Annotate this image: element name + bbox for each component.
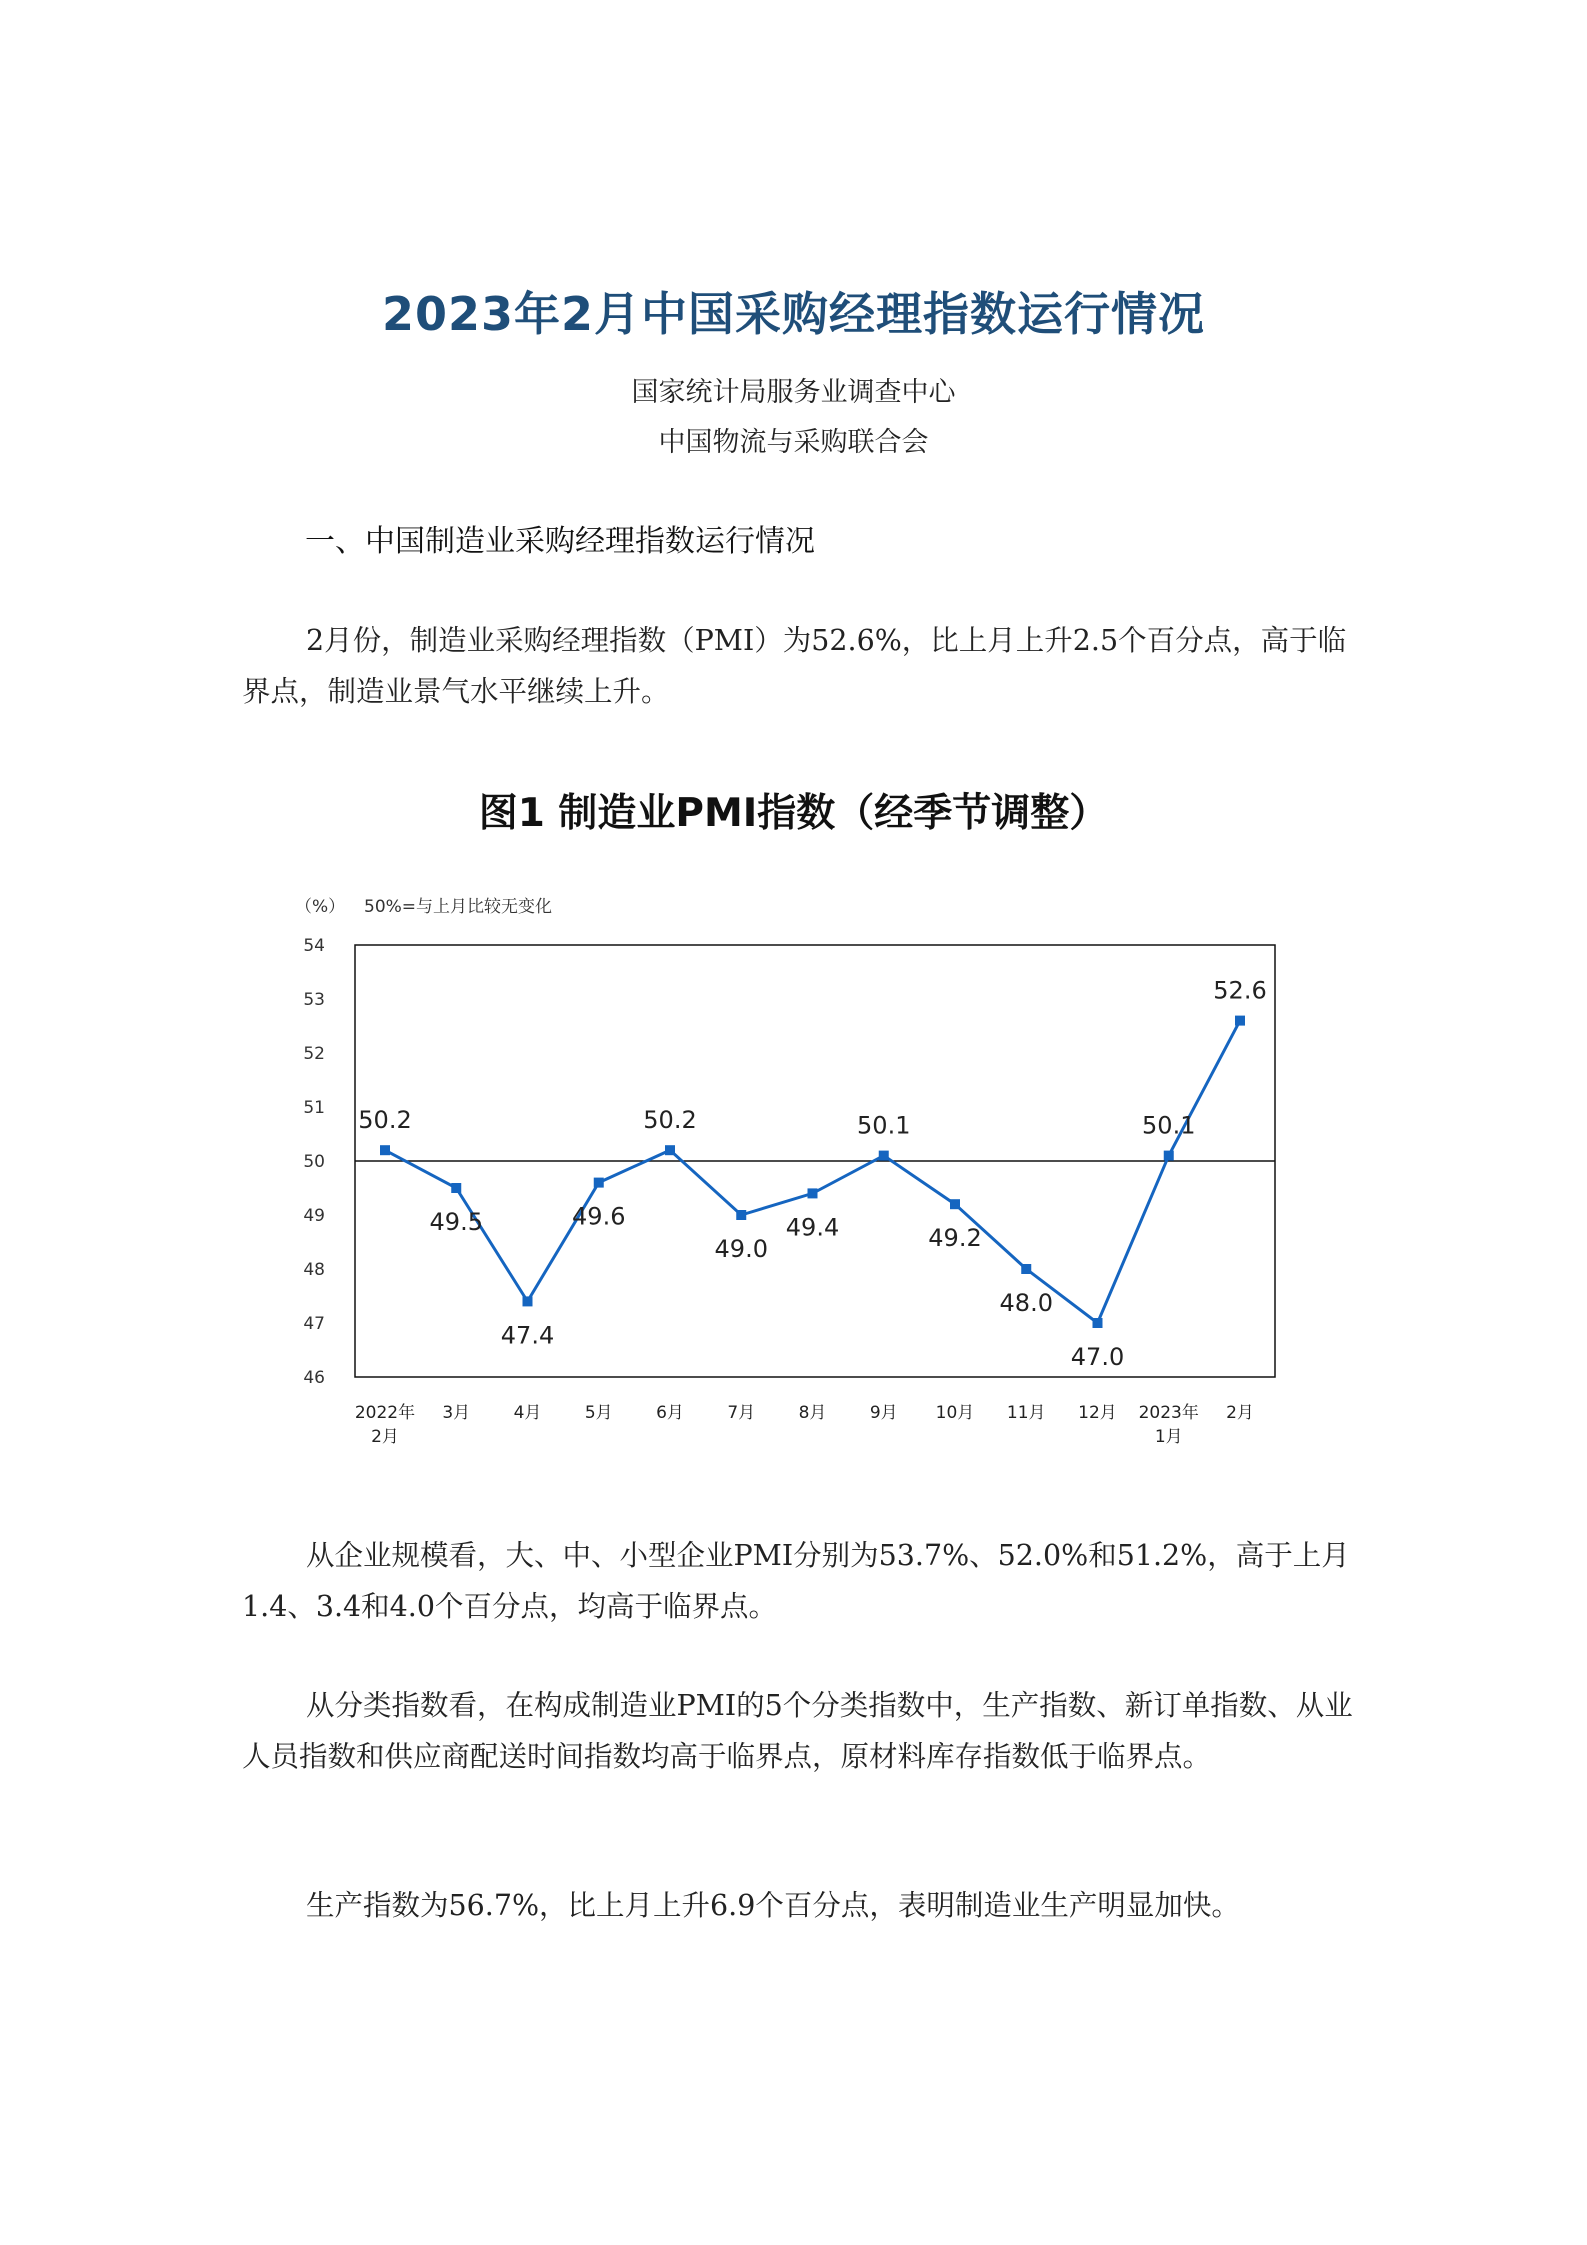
y-tick-label: 48 bbox=[303, 1260, 325, 1280]
data-label: 47.0 bbox=[1070, 1343, 1125, 1371]
data-point bbox=[736, 1210, 746, 1220]
pmi-line-chart bbox=[0, 880, 1587, 1470]
data-label: 50.1 bbox=[1142, 1111, 1196, 1140]
data-label: 50.2 bbox=[358, 1106, 412, 1135]
data-point bbox=[1164, 1151, 1174, 1161]
x-tick-label: 9月 bbox=[869, 1403, 898, 1423]
data-label: 50.2 bbox=[643, 1106, 697, 1135]
data-label: 50.1 bbox=[857, 1111, 911, 1140]
x-tick-label: 10月 bbox=[935, 1403, 975, 1423]
y-tick-label: 53 bbox=[303, 990, 325, 1010]
x-tick-label: 11月 bbox=[1006, 1403, 1046, 1423]
y-tick-label: 52 bbox=[303, 1044, 325, 1064]
x-tick-label: 6月 bbox=[656, 1403, 684, 1423]
organization-1: 国家统计局服务业调查中心 bbox=[631, 377, 956, 408]
paragraph-3: 从分类指数看，在构成制造业PMI的5个分类指数中，生产指数、新订单指数、从业人员指数和供应商配送时间指数均高于临界点，原材料库存指数低于临界点。 bbox=[242, 1689, 1353, 1773]
unit-label: （%） bbox=[295, 897, 346, 917]
data-label: 52.6 bbox=[1213, 976, 1267, 1005]
data-point bbox=[1235, 1016, 1245, 1026]
y-tick-label: 51 bbox=[303, 1098, 325, 1118]
paragraph-2: 从企业规模看，大、中、小型企业PMI分别为53.7%、52.0%和51.2%，高于上月1.4、3.4和4.0个百分点，均高于临界点。 bbox=[242, 1539, 1350, 1623]
y-tick-label: 50 bbox=[303, 1152, 325, 1172]
data-label: 47.4 bbox=[500, 1321, 555, 1350]
data-point bbox=[879, 1151, 889, 1161]
document-title: 2023年2月中国采购经理指数运行情况 bbox=[381, 287, 1206, 341]
data-point bbox=[1093, 1318, 1103, 1328]
x-tick-label: 7月 bbox=[727, 1403, 756, 1423]
x-tick-label: 1月 bbox=[1154, 1427, 1183, 1447]
x-tick-label: 5月 bbox=[584, 1403, 613, 1423]
data-point bbox=[950, 1199, 960, 1209]
figure-title: 图1 制造业PMI指数（经季节调整） bbox=[478, 791, 1109, 836]
data-point bbox=[451, 1183, 461, 1193]
paragraph-1: 2月份，制造业采购经理指数（PMI）为52.6%，比上月上升2.5个百分点，高于临界点，制造业景气水平继续上升。 bbox=[242, 624, 1347, 708]
pmi-series-line bbox=[385, 1021, 1240, 1323]
y-tick-label: 54 bbox=[303, 936, 325, 956]
data-point bbox=[808, 1188, 818, 1198]
x-tick-label: 8月 bbox=[798, 1403, 827, 1423]
y-tick-label: 49 bbox=[303, 1206, 325, 1226]
paragraph-4: 生产指数为56.7%，比上月上升6.9个百分点，表明制造业生产明显加快。 bbox=[306, 1889, 1240, 1922]
x-tick-label: 2月 bbox=[371, 1427, 399, 1447]
data-label: 49.2 bbox=[928, 1224, 982, 1253]
section-heading: 一、中国制造业采购经理指数运行情况 bbox=[305, 524, 815, 559]
data-point bbox=[665, 1145, 675, 1155]
x-tick-label: 2月 bbox=[1226, 1403, 1254, 1423]
y-tick-label: 46 bbox=[303, 1368, 325, 1388]
data-point bbox=[380, 1145, 390, 1155]
data-label: 49.4 bbox=[785, 1213, 840, 1242]
data-point bbox=[523, 1296, 533, 1306]
chart-note: 50%=与上月比较无变化 bbox=[364, 897, 553, 917]
data-label: 49.6 bbox=[572, 1202, 626, 1231]
data-label: 49.5 bbox=[429, 1208, 483, 1236]
data-label: 48.0 bbox=[999, 1289, 1053, 1317]
x-tick-label: 4月 bbox=[513, 1403, 542, 1423]
x-tick-label: 12月 bbox=[1078, 1403, 1117, 1423]
y-tick-label: 47 bbox=[303, 1314, 325, 1334]
organization-2: 中国物流与采购联合会 bbox=[658, 427, 929, 458]
data-label: 49.0 bbox=[714, 1235, 768, 1263]
data-point bbox=[1021, 1264, 1031, 1274]
x-tick-label: 2022年 bbox=[354, 1403, 416, 1423]
x-tick-label: 2023年 bbox=[1138, 1403, 1199, 1423]
x-tick-label: 3月 bbox=[442, 1403, 471, 1423]
data-point bbox=[594, 1178, 604, 1188]
